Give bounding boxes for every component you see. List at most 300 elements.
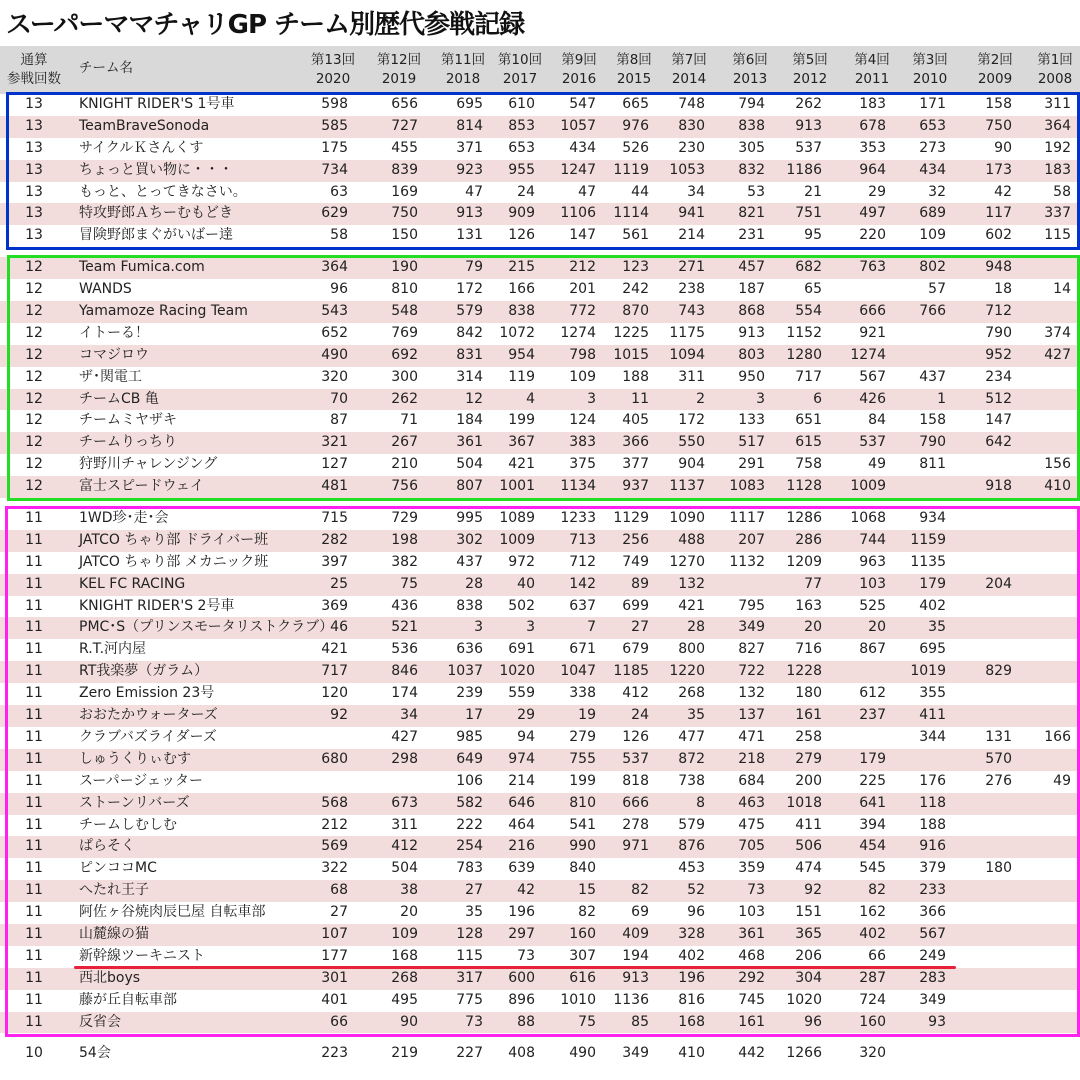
lap-count-cell: 88 [517,1013,535,1030]
lap-count-cell: 1001 [499,478,535,495]
lap-count-cell: 1072 [499,324,535,341]
lap-count-cell: 92 [804,882,822,899]
lap-count-cell: 194 [622,947,649,964]
lap-count-cell: 680 [321,750,348,767]
lap-count-cell: 800 [678,641,705,658]
lap-count-cell: 464 [508,816,535,833]
lap-count-cell: 772 [569,303,596,320]
lap-count-cell: 328 [678,925,705,942]
lap-count-cell: 545 [859,860,886,877]
lap-count-cell: 379 [919,860,946,877]
lap-count-cell: 158 [919,412,946,429]
lap-count-cell: 536 [391,641,418,658]
lap-count-cell: 554 [795,303,822,320]
header-race-column: 第1回 2008 [1037,52,1073,87]
lap-count-cell: 468 [738,947,765,964]
lap-count-cell: 218 [738,750,765,767]
lap-count-cell: 1068 [850,510,886,527]
lap-count-cell: 729 [391,510,418,527]
lap-count-cell: 717 [795,368,822,385]
lap-count-cell: 408 [508,1045,535,1062]
lap-count-cell: 82 [578,904,596,921]
lap-count-cell: 561 [622,227,649,244]
lap-count-cell: 53 [747,183,765,200]
lap-count-cell: 1047 [560,663,596,680]
lap-count-cell: 349 [622,1045,649,1062]
lap-count-cell: 913 [456,205,483,222]
lap-count-cell: 775 [456,991,483,1008]
lap-count-cell: 649 [456,750,483,767]
lap-count-cell: 71 [400,412,418,429]
participation-count-cell: 11 [25,838,43,855]
lap-count-cell: 307 [569,947,596,964]
lap-count-cell: 525 [859,597,886,614]
lap-count-cell: 402 [919,597,946,614]
lap-count-cell: 126 [508,227,535,244]
lap-count-cell: 317 [456,969,483,986]
lap-count-cell: 49 [868,456,886,473]
team-name-cell: 西北boys [79,969,141,986]
lap-count-cell: 537 [795,139,822,156]
lap-count-cell: 82 [868,882,886,899]
lap-count-cell: 75 [578,1013,596,1030]
header-race-column: 第8回 2015 [616,52,652,87]
lap-count-cell: 952 [985,346,1012,363]
lap-count-cell: 426 [859,390,886,407]
lap-count-cell: 38 [400,882,418,899]
table-row [0,902,1080,924]
lap-count-cell: 34 [687,183,705,200]
team-name-cell: イトーる！ [79,324,149,341]
lap-count-cell: 497 [859,205,886,222]
table-row [0,836,1080,858]
participation-count-cell: 11 [25,597,43,614]
table-row [0,410,1080,432]
lap-count-cell: 262 [795,96,822,112]
lap-count-cell: 1137 [669,478,705,495]
lap-count-cell: 717 [321,663,348,680]
lap-count-cell: 92 [330,707,348,724]
lap-count-cell: 199 [508,412,535,429]
lap-count-cell: 610 [508,96,535,112]
team-name-cell: スーパージェッター [79,772,204,789]
lap-count-cell: 802 [919,259,946,276]
lap-count-cell: 367 [508,434,535,451]
lap-count-cell: 547 [569,96,596,112]
lap-count-cell: 409 [622,925,649,942]
lap-count-cell: 763 [859,259,886,276]
team-name-cell: Yamamoze Racing Team [79,303,248,320]
lap-count-cell: 1128 [786,478,822,495]
lap-count-cell: 52 [687,882,705,899]
lap-count-cell: 20 [868,619,886,636]
lap-count-cell: 84 [868,412,886,429]
lap-count-cell: 790 [985,324,1012,341]
lap-count-cell: 646 [508,794,535,811]
team-name-cell: KNIGHT RIDER'S 1号車 [79,96,235,112]
participation-count-cell: 11 [25,685,43,702]
table-row [0,968,1080,990]
lap-count-cell: 184 [456,412,483,429]
team-name-cell: KEL FC RACING [79,575,186,592]
lap-count-cell: 338 [569,685,596,702]
lap-count-cell: 27 [631,619,649,636]
lap-count-cell: 156 [1044,456,1071,473]
table-row [0,705,1080,727]
lap-count-cell: 976 [622,117,649,134]
lap-count-cell: 27 [330,904,348,921]
lap-count-cell: 1019 [910,663,946,680]
lap-count-cell: 722 [738,663,765,680]
participation-count-cell: 10 [25,1045,43,1062]
lap-count-cell: 361 [456,434,483,451]
lap-count-cell: 474 [795,860,822,877]
lap-count-cell: 40 [517,575,535,592]
lap-count-cell: 758 [795,456,822,473]
lap-count-cell: 28 [687,619,705,636]
lap-count-cell: 750 [985,117,1012,134]
lap-count-cell: 876 [678,838,705,855]
lap-count-cell: 44 [631,183,649,200]
lap-count-cell: 115 [1044,227,1071,244]
lap-count-cell: 210 [391,456,418,473]
lap-count-cell: 1089 [499,510,535,527]
lap-count-cell: 537 [859,434,886,451]
lap-count-cell: 300 [391,368,418,385]
participation-count-cell: 12 [25,390,43,407]
lap-count-cell: 200 [795,772,822,789]
lap-count-cell: 567 [919,925,946,942]
lap-count-cell: 120 [321,685,348,702]
lap-count-cell: 57 [928,281,946,298]
lap-count-cell: 383 [569,434,596,451]
lap-count-cell: 972 [508,553,535,570]
lap-count-cell: 651 [795,412,822,429]
table-row [0,138,1080,160]
lap-count-cell: 85 [631,1013,649,1030]
lap-count-cell: 495 [391,991,418,1008]
lap-count-cell: 109 [391,925,418,942]
lap-count-cell: 73 [517,947,535,964]
table-row [0,639,1080,661]
team-name-cell: ちょっと買い物に・・・ [79,161,233,178]
lap-count-cell: 82 [631,882,649,899]
lap-count-cell: 397 [321,553,348,570]
header-race-column: 第10回 2017 [497,52,543,87]
lap-count-cell: 713 [569,531,596,548]
lap-count-cell: 950 [738,368,765,385]
lap-count-cell: 1280 [786,346,822,363]
lap-count-cell: 256 [622,531,649,548]
lap-count-cell: 517 [738,434,765,451]
lap-count-cell: 42 [517,882,535,899]
lap-count-cell: 995 [456,510,483,527]
lap-count-cell: 366 [919,904,946,921]
lap-count-cell: 559 [508,685,535,702]
lap-count-cell: 183 [859,96,886,112]
lap-count-cell: 12 [465,390,483,407]
lap-count-cell: 176 [919,772,946,789]
participation-count-cell: 11 [25,553,43,570]
table-row [0,389,1080,411]
lap-count-cell: 744 [859,531,886,548]
lap-count-cell: 219 [391,1045,418,1062]
lap-count-cell: 1266 [786,1045,822,1062]
lap-count-cell: 172 [456,281,483,298]
lap-count-cell: 454 [859,838,886,855]
lap-count-cell: 653 [919,117,946,134]
lap-count-cell: 421 [508,456,535,473]
participation-count-cell: 12 [25,281,43,298]
table-row [0,279,1080,301]
lap-count-cell: 29 [517,707,535,724]
lap-count-cell: 292 [738,969,765,986]
lap-count-cell: 96 [687,904,705,921]
group-spacer [0,498,1080,508]
lap-count-cell: 1185 [613,663,649,680]
lap-count-cell: 1136 [613,991,649,1008]
lap-count-cell: 359 [738,860,765,877]
lap-count-cell: 361 [738,925,765,942]
lap-count-cell: 382 [391,553,418,570]
lap-count-cell: 734 [321,161,348,178]
lap-count-cell: 921 [859,324,886,341]
lap-count-cell: 689 [919,205,946,222]
team-name-cell: サイクルＫさんくす [79,139,204,156]
lap-count-cell: 6 [813,390,822,407]
participation-count-cell: 11 [25,1013,43,1030]
table-row [0,301,1080,323]
lap-count-cell: 375 [569,456,596,473]
team-name-cell: PMC･S（プリンスモータリストクラブ） [79,619,334,636]
lap-count-cell: 46 [330,619,348,636]
lap-count-cell: 853 [508,117,535,134]
lap-count-cell: 756 [391,478,418,495]
team-name-cell: JATCO ちゃり部 メカニック班 [79,553,269,570]
table-row [0,749,1080,771]
lap-count-cell: 301 [321,969,348,986]
lap-count-cell: 798 [569,346,596,363]
lap-count-cell: 369 [321,597,348,614]
lap-count-cell: 712 [569,553,596,570]
lap-count-cell: 543 [321,303,348,320]
team-name-cell: チームしむしむ [79,816,177,833]
lap-count-cell: 304 [795,969,822,986]
team-name-cell: ぱらそく [79,838,135,855]
team-name-cell: Zero Emission 23号 [79,685,215,702]
lap-count-cell: 1209 [786,553,822,570]
lap-count-cell: 548 [391,303,418,320]
lap-count-cell: 271 [678,259,705,276]
lap-count-cell: 268 [678,685,705,702]
lap-count-cell: 24 [631,707,649,724]
lap-count-cell: 421 [321,641,348,658]
lap-count-cell: 188 [919,816,946,833]
lap-count-cell: 488 [678,531,705,548]
lap-count-cell: 311 [1044,96,1071,112]
lap-count-cell: 1020 [499,663,535,680]
participation-count-cell: 11 [25,575,43,592]
lap-count-cell: 124 [569,412,596,429]
lap-count-cell: 66 [868,947,886,964]
participation-count-cell: 12 [25,434,43,451]
lap-count-cell: 47 [578,183,596,200]
lap-count-cell: 96 [330,281,348,298]
lap-count-cell: 29 [868,183,886,200]
lap-count-cell: 365 [795,925,822,942]
lap-count-cell: 127 [321,456,348,473]
lap-count-cell: 745 [738,991,765,1008]
lap-count-cell: 629 [321,205,348,222]
table-header [0,46,1080,94]
header-race-column: 第11回 2018 [440,52,486,87]
lap-count-cell: 896 [508,991,535,1008]
lap-count-cell: 705 [738,838,765,855]
lap-count-cell: 410 [678,1045,705,1062]
lap-count-cell: 349 [738,619,765,636]
lap-count-cell: 615 [795,434,822,451]
lap-count-cell: 521 [391,619,418,636]
group-spacer [0,247,1080,257]
lap-count-cell: 162 [859,904,886,921]
lap-count-cell: 1009 [850,478,886,495]
lap-count-cell: 475 [738,816,765,833]
lap-count-cell: 941 [678,205,705,222]
lap-count-cell: 748 [678,96,705,112]
participation-count-cell: 11 [25,728,43,745]
lap-count-cell: 436 [391,597,418,614]
lap-count-cell: 179 [919,575,946,592]
lap-count-cell: 810 [569,794,596,811]
lap-count-cell: 1186 [786,161,822,178]
lap-count-cell: 1009 [499,531,535,548]
lap-count-cell: 963 [859,553,886,570]
lap-count-cell: 427 [1044,346,1071,363]
lap-count-cell: 173 [985,161,1012,178]
lap-count-cell: 918 [985,478,1012,495]
participation-count-cell: 13 [25,96,43,112]
lap-count-cell: 344 [919,728,946,745]
lap-count-cell: 985 [456,728,483,745]
table-row [0,454,1080,476]
team-name-cell: チームCB 亀 [79,390,159,407]
lap-count-cell: 273 [919,139,946,156]
lap-count-cell: 913 [795,117,822,134]
lap-count-cell: 188 [622,368,649,385]
lap-count-cell: 502 [508,597,535,614]
lap-count-cell: 2 [696,390,705,407]
lap-count-cell: 570 [985,750,1012,767]
lap-count-cell: 198 [391,531,418,548]
lap-count-cell: 1225 [613,324,649,341]
lap-count-cell: 1247 [560,161,596,178]
lap-count-cell: 616 [569,969,596,986]
lap-count-cell: 803 [738,346,765,363]
lap-count-cell: 93 [928,1013,946,1030]
participation-count-cell: 12 [25,324,43,341]
participation-count-cell: 13 [25,205,43,222]
lap-count-cell: 291 [738,456,765,473]
header-race-column: 第3回 2010 [912,52,948,87]
lap-count-cell: 278 [622,816,649,833]
header-race-column: 第2回 2009 [977,52,1013,87]
lap-count-cell: 175 [321,139,348,156]
lap-count-cell: 1053 [669,161,705,178]
participation-count-cell: 12 [25,303,43,320]
lap-count-cell: 840 [569,860,596,877]
team-name-cell: クラブバズライダーズ [79,728,217,745]
lap-count-cell: 161 [795,707,822,724]
table-row [0,815,1080,837]
lap-count-cell: 541 [569,816,596,833]
lap-count-cell: 192 [1044,139,1071,156]
lap-count-cell: 642 [985,434,1012,451]
lap-count-cell: 207 [738,531,765,548]
lap-count-cell: 832 [738,161,765,178]
lap-count-cell: 512 [985,390,1012,407]
lap-count-cell: 743 [678,303,705,320]
lap-count-cell: 692 [391,346,418,363]
lap-count-cell: 568 [321,794,348,811]
lap-count-cell: 314 [456,368,483,385]
lap-count-cell: 830 [678,117,705,134]
lap-count-cell: 598 [321,96,348,112]
participation-count-cell: 13 [25,227,43,244]
lap-count-cell: 671 [569,641,596,658]
lap-count-cell: 1094 [669,346,705,363]
lap-count-cell: 1220 [669,663,705,680]
lap-count-cell: 829 [985,663,1012,680]
lap-count-cell: 678 [859,117,886,134]
lap-count-cell: 971 [622,838,649,855]
lap-count-cell: 18 [994,281,1012,298]
table-row [0,323,1080,345]
lap-count-cell: 990 [569,838,596,855]
lap-count-cell: 87 [330,412,348,429]
lap-count-cell: 846 [391,663,418,680]
lap-count-cell: 1233 [560,510,596,527]
lap-count-cell: 133 [738,412,765,429]
lap-count-cell: 174 [391,685,418,702]
lap-count-cell: 163 [795,597,822,614]
lap-count-cell: 766 [919,303,946,320]
lap-count-cell: 171 [919,96,946,112]
lap-count-cell: 128 [456,925,483,942]
lap-count-cell: 279 [795,750,822,767]
participation-count-cell: 11 [25,991,43,1008]
lap-count-cell: 437 [456,553,483,570]
lap-count-cell: 249 [919,947,946,964]
lap-count-cell: 103 [738,904,765,921]
lap-count-cell: 751 [795,205,822,222]
table-row [0,94,1080,116]
lap-count-cell: 279 [569,728,596,745]
lap-count-cell: 427 [391,728,418,745]
team-name-cell: 藤が丘自転車部 [79,991,177,1008]
lap-count-cell: 137 [738,707,765,724]
team-name-cell: チームりっちり [79,434,177,451]
lap-count-cell: 934 [919,510,946,527]
lap-count-cell: 691 [508,641,535,658]
lap-count-cell: 320 [321,368,348,385]
lap-count-cell: 684 [738,772,765,789]
lap-count-cell: 769 [391,324,418,341]
lap-count-cell: 220 [859,227,886,244]
lap-count-cell: 364 [321,259,348,276]
lap-count-cell: 1015 [613,346,649,363]
participation-count-cell: 13 [25,139,43,156]
lap-count-cell: 1057 [560,117,596,134]
